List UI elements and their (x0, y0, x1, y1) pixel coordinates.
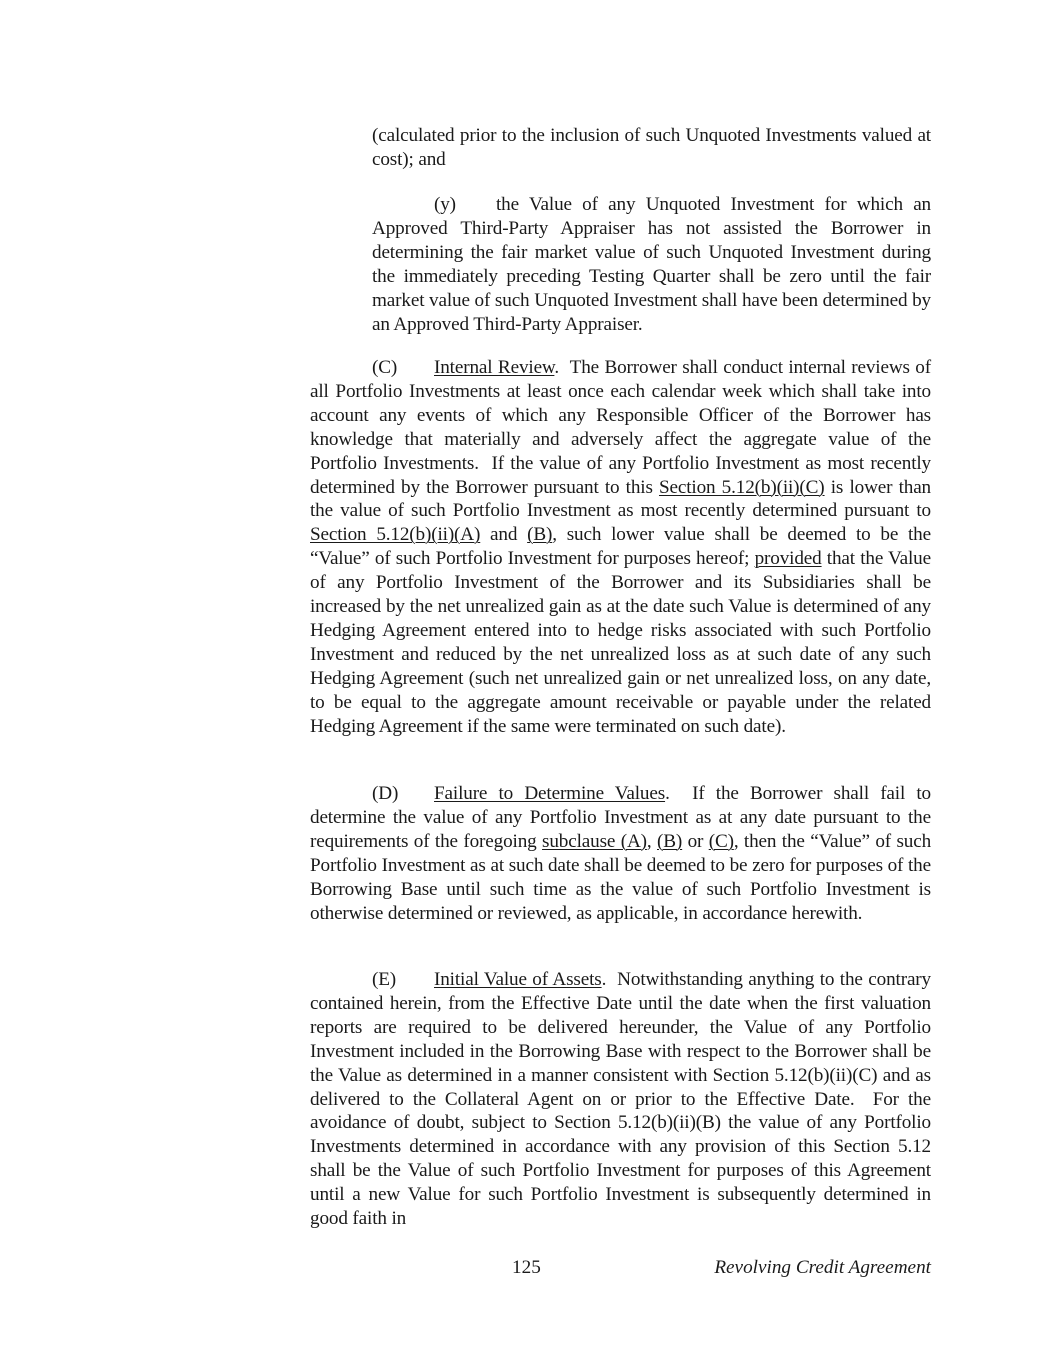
clause-text: that the Value of any Portfolio Investment of the Borrower and its Subsidiaries shall be increased by the net unrealized gain as at the date such Value is determined of any Hedging Agreement entered into to hedge risks associated with such Portfolio Investment and reduced by the net unrealized loss as at such date of any such Hedging Agreement (such net unrealized gain or net unrealized loss, on any date, to be equal to the aggregate amount receivable or payable under the related Hedging Agreement if the same were terminated on such date). (310, 548, 931, 737)
clause-text: The Borrower shall conduct internal reviews of all Portfolio Investments at least once each calendar week which shall take into account any events of which any Responsible Officer of the Borrower has knowledge that materially and adversely affect the aggregate value of the Portfolio Investments. If the value of any Portfolio Investment as most recently determined by the Borrower pursuant to this (310, 357, 936, 498)
heading-period: . (554, 357, 560, 378)
page-number: 125 (512, 1257, 541, 1278)
clause-text: Notwithstanding anything to the contrary contained herein, from the Effective Date until the date when the first valuation reports are required to be delivered hereunder, the Value of any Portfolio Investment included in the Borrowing Base with respect to the Borrower shall be the Value as determined in a manner consistent with Section 5.12(b)(ii)(C) and as delivered to the Collateral Agent on or prior to the Effective Date. For the avoidance of doubt, subject to Section 5.12(b)(ii)(B) the value of any Portfolio Investments determined in accordance with any provision of this Section 5.12 shall be the Value of such Portfolio Investment for purposes of this Agreement until a new Value for such Portfolio Investment is subsequently determined in good faith in (310, 969, 936, 1230)
proviso-term: provided (754, 548, 822, 570)
clause-text: , then the “Value” of such Portfolio Investment as at such date shall be deemed to be zero for purposes of the Borrowing Base until such time as the value of such Portfolio Investment is otherwise determined or reviewed, as applicable, in accordance herewith. (310, 830, 932, 924)
heading-period: . (601, 969, 607, 990)
cross-reference: (B) (527, 524, 553, 546)
clause-text: If the Borrower shall fail to determine the value of any Portfolio Investment as at any date pursuant to the requirements of the foregoing (310, 783, 936, 852)
cross-reference: Section 5.12(b)(ii)(A) (310, 524, 481, 546)
clause-text: , such lower value shall be deemed to be the “Value” of such Portfolio Investment for purposes hereof; (310, 524, 931, 570)
cross-reference: Section 5.12(b)(ii)(C) (658, 476, 825, 498)
clause-label: (E) (372, 969, 397, 990)
clause-text: is lower than the value of such Portfolio Investment as most recently determined pursuant to (310, 476, 932, 522)
clause-heading: Internal Review (434, 357, 555, 378)
clause-y (372, 193, 931, 336)
clause-text: and (480, 524, 528, 546)
clause-text: , (646, 830, 657, 852)
cross-reference: subclause (A) (542, 830, 647, 852)
clause-text: or (682, 830, 709, 852)
document-title-footer: Revolving Credit Agreement (714, 1257, 931, 1278)
paragraph-continuation-x (372, 124, 931, 172)
clause-heading: Initial Value of Assets (434, 969, 602, 990)
clause-e (310, 968, 936, 1231)
cross-reference: (C) (708, 830, 734, 852)
clause-d (310, 782, 936, 925)
clause-label: (C) (372, 357, 398, 378)
clause-heading: Failure to Determine Values (434, 783, 666, 804)
clause-c (310, 356, 936, 739)
clause-label: (y) (434, 194, 456, 215)
paragraph-text: (calculated prior to the inclusion of such Unquoted Investments valued at cost); and (372, 125, 931, 170)
clause-text: the Value of any Unquoted Investment for which an Approved Third-Party Appraiser has not assisted the Borrower in determining the fair market value of such Unquoted Investment during the immediately preceding Testing Quarter shall be zero until the fair market value of such Unquoted Investment shall have been determined by an Approved Third-Party Appraiser. (372, 194, 931, 335)
cross-reference: (B) (657, 830, 683, 852)
clause-label: (D) (372, 783, 399, 804)
heading-period: . (665, 783, 670, 804)
